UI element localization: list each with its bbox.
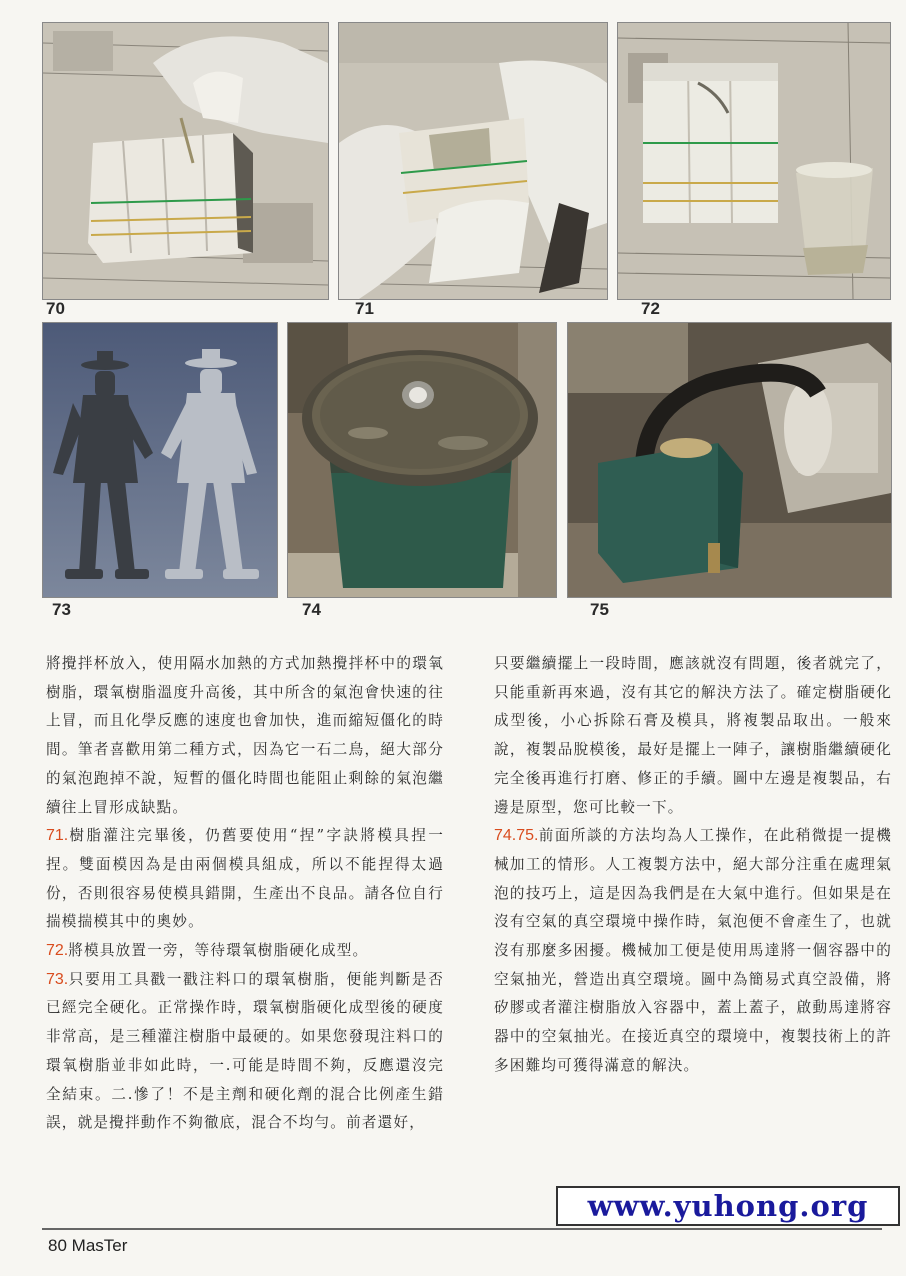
page-number: 80 bbox=[48, 1236, 67, 1255]
step-number: 74.75. bbox=[494, 827, 539, 845]
paragraph-text: 只要用工具戳一戳注料口的環氧樹脂，便能判斷是否已經完全硬化。正常操作時，環氧樹脂硬化成型後的硬度非常高，是三種灌注樹脂中最硬的。如果您發現注料口的環氧樹脂並非如此時，一.可能是時間不夠，反應還沒完全結束。二.慘了！不是主劑和硬化劑的混合比例產生錯誤，就是攪拌動作不夠徹底，混合不均勻。前者還好， bbox=[46, 970, 444, 1132]
paragraph-text: 樹脂灌注完畢後，仍舊要使用“捏”字訣將模具捏一捏。雙面模因為是由兩個模具組成，所以不能捏得太過份，否則很容易使模具錯開，生產出不良品。請各位自行揣模揣模其中的奧妙。 bbox=[46, 827, 444, 931]
page-footer bbox=[48, 1236, 127, 1256]
figure-number: 72 bbox=[641, 299, 660, 318]
paragraph-73 bbox=[46, 966, 444, 1138]
figure-number: 71 bbox=[355, 299, 374, 318]
step-number: 73. bbox=[46, 970, 69, 988]
watermark: www.yuhong.org bbox=[556, 1186, 900, 1226]
step-number: 72. bbox=[46, 942, 69, 960]
step-number: 71. bbox=[46, 827, 69, 845]
figure-number: 75 bbox=[590, 600, 609, 619]
paragraph-text: 將模具放置一旁，等待環氧樹脂硬化成型。 bbox=[68, 942, 369, 960]
left-text-column bbox=[46, 650, 444, 1138]
figure-number: 70 bbox=[46, 299, 65, 318]
figure-number: 74 bbox=[302, 600, 321, 619]
paragraph-74-75 bbox=[494, 822, 892, 1080]
photo-70 bbox=[42, 22, 329, 300]
photo-71 bbox=[338, 22, 608, 300]
right-text-column bbox=[494, 650, 892, 1081]
paragraph-72 bbox=[46, 937, 444, 966]
paragraph: 只要繼續擺上一段時間，應該就沒有問題，後者就完了，只能重新再來過，沒有其它的解決方法了。確定樹脂硬化成型後，小心拆除石膏及模具，將複製品取出。一般來說，複製品脫模後，最好是擺上一陣子，讓樹脂繼續硬化完全後再進行打磨、修正的手續。圖中左邊是複製品，右邊是原型，您可比較一下。 bbox=[494, 655, 892, 816]
paragraph-text: 前面所談的方法均為人工操作，在此稍微提一提機械加工的情形。人工複製方法中，絕大部分注重在處理氣泡的技巧上，這是因為我們是在大氣中進行。但如果是在沒有空氣的真空環境中操作時，氣泡便不會產生了，也就沒有那麼多困擾。機械加工便是使用馬達將一個容器中的空氣抽光，營造出真空環境。圖中為簡易式真空設備，將矽膠或者灌注樹脂放入容器中，蓋上蓋子，啟動馬達將容器中的空氣抽光。在接近真空的環境中，複製技術上的許多困難均可獲得滿意的解決。 bbox=[494, 827, 892, 1074]
photo-74 bbox=[287, 322, 557, 598]
footer-divider bbox=[42, 1228, 882, 1230]
magazine-name: MasTer bbox=[71, 1236, 128, 1255]
photo-73 bbox=[42, 322, 278, 598]
photo-72 bbox=[617, 22, 891, 300]
paragraph-71 bbox=[46, 822, 444, 937]
photo-75 bbox=[567, 322, 892, 598]
paragraph: 將攪拌杯放入，使用隔水加熱的方式加熱攪拌杯中的環氧樹脂，環氧樹脂溫度升高後，其中所含的氣泡會快速的往上冒，而且化學反應的速度也會加快，進而縮短僵化的時間。筆者喜歡用第二種方式，因為它一石二鳥，絕大部分的氣泡跑掉不說，短暫的僵化時間也能阻止剩餘的氣泡繼續往上冒形成缺點。 bbox=[46, 655, 444, 816]
figure-number: 73 bbox=[52, 600, 71, 619]
